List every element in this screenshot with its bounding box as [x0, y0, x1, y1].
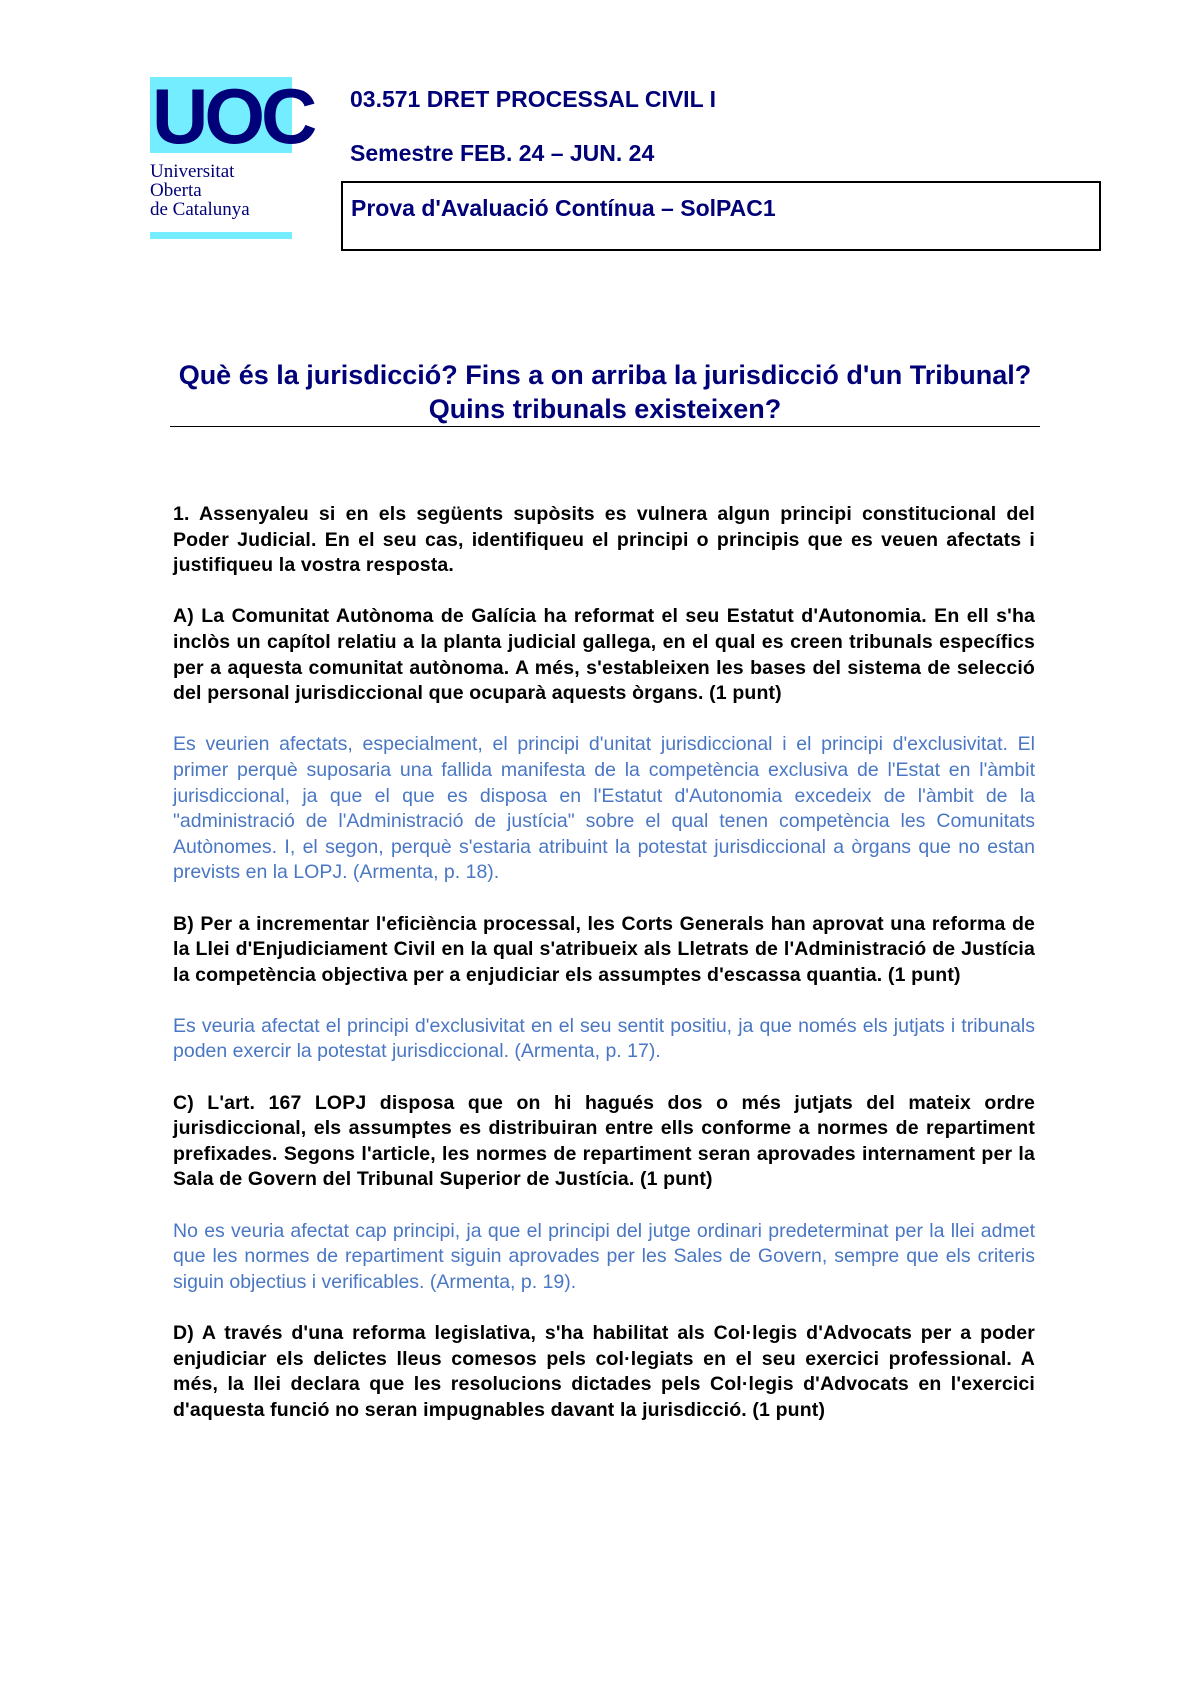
course-title: 03.571 DRET PROCESSAL CIVIL I: [350, 86, 716, 112]
semester-label: Semestre FEB. 24 – JUN. 24: [350, 140, 655, 166]
case-a-question: A) La Comunitat Autònoma de Galícia ha reformat el seu Estatut d'Autonomia. En ell s'ha inclòs un capítol relatiu a la planta judicial gallega, en el qual es creen tribunals específics per a aquesta comunitat autònoma. A més, s'estableixen les bases del sistema de selecció del personal jurisdiccional que ocuparà aquests òrgans. (1 punt): [173, 605, 1035, 705]
case-b-question: B) Per a incrementar l'eficiència processal, les Corts Generals han aprovat una reforma de la Llei d'Enjudiciament Civil en la qual s'atribueix als Lletrats de l'Administració de Justícia la competència objectiva per a enjudiciar els assumptes d'escassa quantia. (1 punt): [173, 912, 1035, 986]
logo-name-line-2: Oberta: [150, 180, 202, 201]
pac-title: Prova d'Avaluació Contínua – SolPAC1: [351, 195, 776, 221]
main-question-heading: Què és la jurisdicció? Fins a on arriba la jurisdicció d'un Tribunal? Quins tribunals existeixen?: [178, 360, 1032, 424]
logo-university-name: [150, 162, 250, 219]
uoc-logo: [150, 72, 314, 242]
case-a-answer: Es veurien afectats, especialment, el principi d'unitat jurisdiccional i el principi d'exclusivitat. El primer perquè suposaria una fallida manifesta de la competència exclusiva de l'Estat en l'àmbit jurisdiccional, ja que el que es disposa en l'Estatut d'Autonomia excedeix de l'àmbit de la "administració de l'Administració de justícia" sobre el qual tenen competència les Comunitats Autònomes. I, el segon, perquè s'estaria atribuint la potestat jurisdiccional a òrgans que no estan prevists en la LOPJ. (Armenta, p. 18).: [173, 733, 1035, 884]
case-c-question: C) L'art. 167 LOPJ disposa que on hi hagués dos o més jutjats del mateix ordre jurisdiccional, els assumptes es distribuiran entre ells conforme a normes de repartiment prefixades. Segons l'article, les normes de repartiment seran aprovades internament per la Sala de Govern del Tribunal Superior de Justícia. (1 punt): [173, 1091, 1035, 1191]
case-d-question: D) A través d'una reforma legislativa, s'ha habilitat als Col·legis d'Advocats per a poder enjudiciar els delictes lleus comesos pels col·legiats en el seu exercici professional. A més, la llei declara que les resolucions dictades pels Col·legis d'Advocats en l'exercici d'aquesta funció no seran impugnables davant la jurisdicció. (1 punt): [173, 1322, 1035, 1421]
heading-divider: [170, 426, 1040, 427]
pac-title-box: [341, 181, 1101, 251]
case-c-answer: No es veuria afectat cap principi, ja que el principi del jutge ordinari predeterminat per la llei admet que les normes de repartiment siguin aprovades per les Sales de Govern, sempre que els criteris siguin objectius i verificables. (Armenta, p. 19).: [173, 1219, 1035, 1293]
logo-block: [150, 72, 314, 160]
case-b-answer: Es veuria afectat el principi d'exclusivitat en el seu sentit positiu, ja que només els jutjats i tribunals poden exercir la potestat jurisdiccional. (Armenta, p. 17).: [173, 1014, 1035, 1063]
document-body: [173, 502, 1035, 1449]
logo-underline: [150, 232, 292, 239]
question-1-statement: 1. Assenyaleu si en els següents supòsits es vulnera algun principi constitucional del Poder Judicial. En el seu cas, identifiqueu el principi o principis que es veuen afectats i justifiqueu la vostra resposta.: [173, 503, 1035, 577]
logo-name-line-1: Universitat: [150, 161, 235, 182]
logo-name-line-3: de Catalunya: [150, 199, 250, 220]
logo-mark: UOC: [152, 72, 314, 160]
